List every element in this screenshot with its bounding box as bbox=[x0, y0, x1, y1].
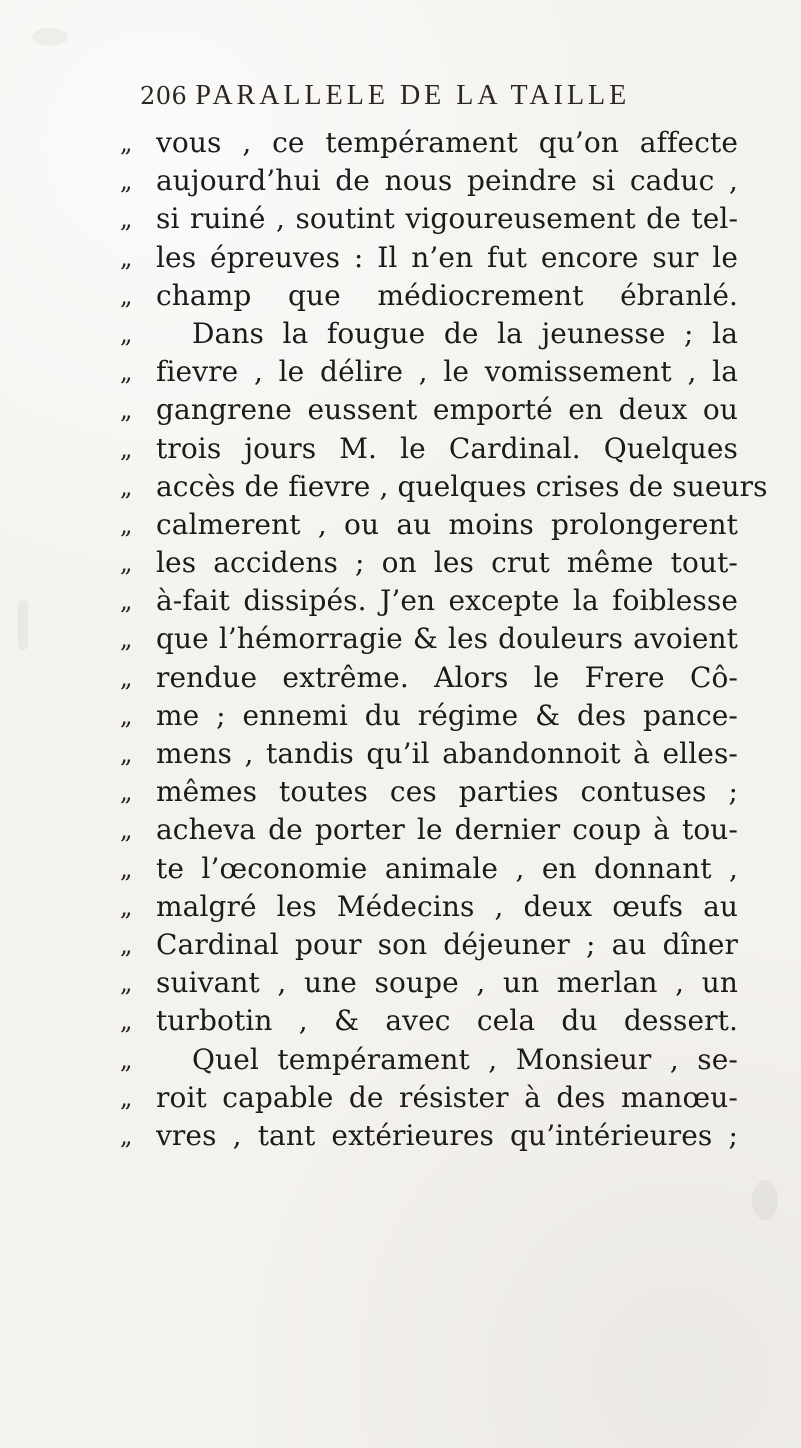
page-number: 206 bbox=[140, 82, 188, 110]
quote-mark: „ bbox=[120, 549, 133, 578]
line-text: mens , tandis qu’il abandonnoit à elles- bbox=[156, 737, 738, 770]
quote-mark: „ bbox=[120, 778, 133, 807]
line-text: calmerent , ou au moins prolongerent bbox=[156, 507, 738, 541]
line-text: te l’œconomie animale , en donnant , bbox=[156, 851, 738, 885]
text-line bbox=[120, 850, 740, 888]
quote-mark: „ bbox=[120, 854, 133, 883]
paper-stain bbox=[32, 28, 68, 46]
quote-mark: „ bbox=[120, 510, 133, 539]
quote-mark: „ bbox=[120, 701, 133, 730]
text-line bbox=[120, 620, 740, 658]
running-title: PARALLELE DE LA TAILLE bbox=[195, 80, 631, 111]
text-line bbox=[120, 506, 740, 544]
quote-mark: „ bbox=[120, 892, 133, 921]
line-text: turbotin , & avec cela du dessert. bbox=[156, 1004, 738, 1038]
line-text: rendue extrême. Alors le Frere Cô- bbox=[156, 660, 738, 694]
text-line bbox=[120, 162, 740, 200]
line-text: aujourd’hui de nous peindre si caduc , bbox=[156, 164, 738, 198]
line-text: Dans la fougue de la jeunesse ; la bbox=[192, 316, 738, 350]
quote-mark: „ bbox=[120, 472, 133, 501]
line-text: Cardinal pour son déjeuner ; au dîner bbox=[156, 927, 738, 961]
text-line bbox=[120, 582, 740, 620]
quote-mark: „ bbox=[120, 816, 133, 845]
quote-mark: „ bbox=[120, 281, 133, 310]
text-line bbox=[120, 1117, 740, 1155]
line-text: suivant , une soupe , un merlan , un bbox=[156, 966, 738, 1000]
line-text: vres , tant extérieures qu’intérieures ; bbox=[156, 1118, 738, 1152]
line-text: trois jours M. le Cardinal. Quelques bbox=[156, 431, 738, 465]
text-line bbox=[120, 1079, 740, 1117]
line-text: les épreuves : Il n’en fut encore sur le bbox=[156, 240, 738, 274]
text-line bbox=[120, 926, 740, 964]
quote-mark: „ bbox=[120, 663, 133, 692]
line-text: roit capable de résister à des manœu- bbox=[156, 1080, 738, 1114]
text-line bbox=[120, 353, 740, 391]
text-line bbox=[120, 391, 740, 429]
page-header bbox=[140, 80, 700, 112]
quote-mark: „ bbox=[120, 319, 133, 348]
text-line bbox=[120, 239, 740, 277]
text-line bbox=[120, 773, 740, 811]
quote-mark: „ bbox=[120, 205, 133, 234]
line-text: champ que médiocrement ébranlé. bbox=[156, 278, 738, 312]
quote-mark: „ bbox=[120, 969, 133, 998]
line-text: accès de fievre , quelques crises de sueurs bbox=[156, 469, 768, 503]
quote-mark: „ bbox=[120, 243, 133, 272]
quote-mark: „ bbox=[120, 930, 133, 959]
line-text: si ruiné , soutint vigoureusement de tel- bbox=[156, 202, 738, 236]
line-text: malgré les Médecins , deux œufs au bbox=[156, 889, 738, 923]
text-line bbox=[120, 1041, 740, 1079]
quote-mark: „ bbox=[120, 167, 133, 196]
text-line bbox=[120, 124, 740, 162]
text-line bbox=[120, 697, 740, 735]
text-line bbox=[120, 964, 740, 1002]
text-line bbox=[120, 200, 740, 238]
line-text: que l’hémorragie & les douleurs avoient bbox=[156, 622, 738, 656]
text-line bbox=[120, 735, 740, 773]
line-text: Quel tempérament , Monsieur , se- bbox=[192, 1042, 738, 1076]
quote-mark: „ bbox=[120, 129, 133, 157]
quote-mark: „ bbox=[120, 396, 133, 425]
quote-mark: „ bbox=[120, 1121, 133, 1150]
text-line bbox=[120, 315, 740, 353]
text-line bbox=[120, 888, 740, 926]
quote-mark: „ bbox=[120, 434, 133, 463]
quote-mark: „ bbox=[120, 740, 133, 768]
line-text: me ; ennemi du régime & des pance- bbox=[156, 698, 738, 732]
text-line bbox=[120, 811, 740, 849]
body-text bbox=[120, 124, 768, 1155]
line-text: à-fait dissipés. J’en excepte la foiblesse bbox=[156, 584, 738, 618]
paper-stain bbox=[18, 600, 28, 650]
line-text: mêmes toutes ces parties contuses ; bbox=[156, 775, 738, 809]
text-line bbox=[120, 430, 740, 468]
text-line bbox=[120, 1002, 740, 1040]
quote-mark: „ bbox=[120, 1007, 133, 1036]
text-line bbox=[120, 659, 740, 697]
line-text: les accidens ; on les crut même tout- bbox=[156, 546, 738, 580]
line-text: gangrene eussent emporté en deux ou bbox=[156, 393, 738, 427]
quote-mark: „ bbox=[120, 1045, 133, 1074]
paper-stain bbox=[752, 1180, 778, 1220]
line-text: acheva de porter le dernier coup à tou- bbox=[156, 813, 738, 847]
line-text: fievre , le délire , le vomissement , la bbox=[156, 355, 738, 389]
text-line bbox=[120, 277, 740, 315]
text-line bbox=[120, 468, 768, 506]
text-line bbox=[120, 544, 740, 582]
quote-mark: „ bbox=[120, 587, 133, 616]
quote-mark: „ bbox=[120, 625, 133, 654]
quote-mark: „ bbox=[120, 358, 133, 387]
line-text: vous , ce tempérament qu’on affecte bbox=[156, 126, 738, 159]
quote-mark: „ bbox=[120, 1083, 133, 1112]
